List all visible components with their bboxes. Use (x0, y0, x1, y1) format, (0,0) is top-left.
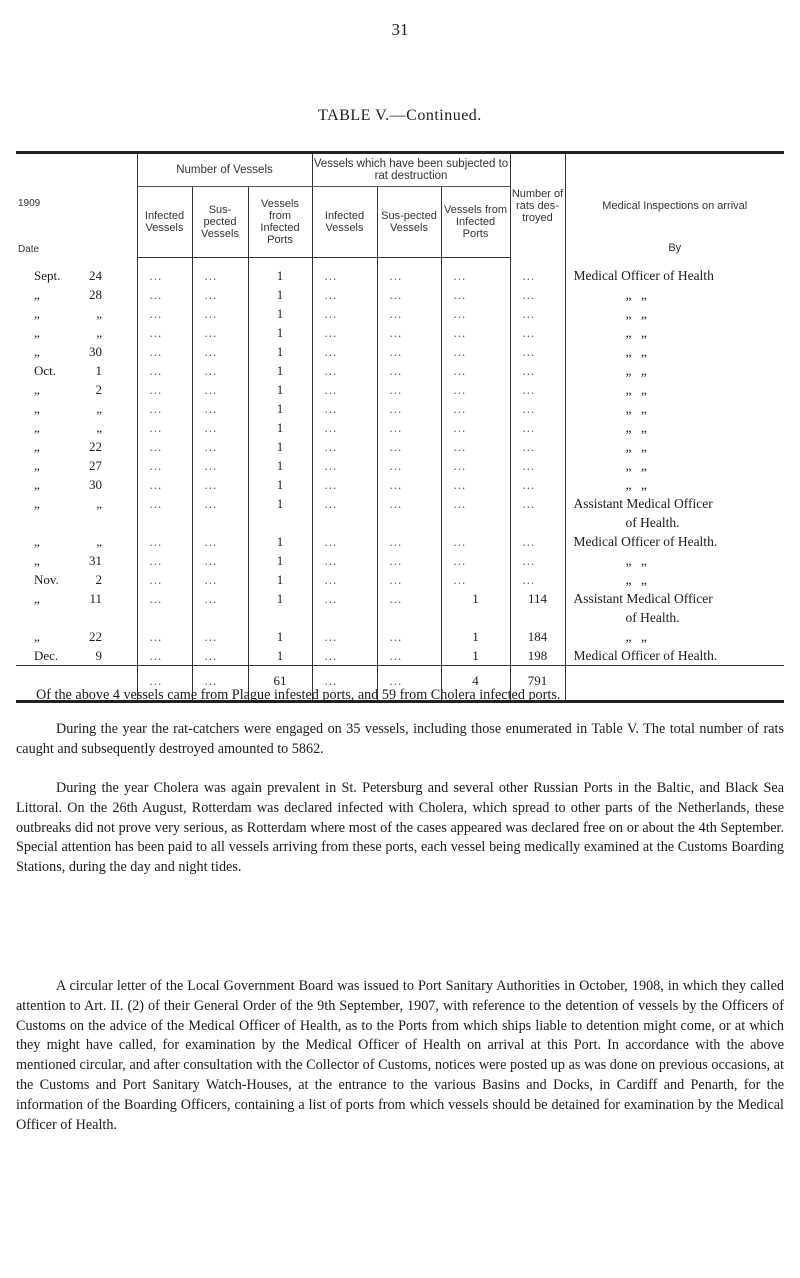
infected-vessels-cell: ... (137, 475, 192, 494)
date-cell (16, 532, 137, 551)
day: „ (96, 306, 102, 321)
day: 22 (89, 629, 102, 644)
empty-cell (377, 513, 441, 532)
rat-vessels-from-infected-ports-cell: ... (441, 551, 510, 570)
rat-suspected-vessels-cell: ... (377, 399, 441, 418)
month: „ (34, 553, 40, 568)
rat-vessels-from-infected-ports-header: Vessels from Infected Ports (441, 187, 510, 258)
empty-cell (510, 608, 565, 627)
rat-suspected-vessels-cell: ... (377, 532, 441, 551)
suspected-vessels-cell: ... (192, 627, 248, 646)
month: „ (34, 534, 40, 549)
medical-inspections-label: Medical Inspections on arrival (602, 199, 748, 212)
spacer-cell (312, 258, 377, 267)
day: 2 (95, 382, 102, 397)
rats-destroyed-cell: ... (510, 418, 565, 437)
table-row (16, 361, 784, 380)
date-cell (16, 627, 137, 646)
infected-vessels-cell: ... (137, 551, 192, 570)
rat-vessels-from-infected-ports-cell: ... (441, 342, 510, 361)
day: 28 (89, 287, 102, 302)
date-column-header (16, 153, 137, 258)
month: „ (34, 382, 40, 397)
infected-vessels-cell: ... (137, 570, 192, 589)
rat-suspected-vessels-cell: ... (377, 361, 441, 380)
vessels-from-infected-ports-cell: 1 (248, 342, 312, 361)
suspected-vessels-cell: ... (192, 551, 248, 570)
total-rat-vessels-from-infected-ports: 4 (441, 666, 510, 702)
rat-suspected-vessels-cell: ... (377, 342, 441, 361)
rat-infected-vessels-cell: ... (312, 570, 377, 589)
rat-infected-vessels-cell: ... (312, 589, 377, 608)
infected-vessels-cell: ... (137, 532, 192, 551)
suspected-vessels-cell: ... (192, 380, 248, 399)
rats-destroyed-cell: ... (510, 323, 565, 342)
day: „ (96, 534, 102, 549)
infected-vessels-cell: ... (137, 285, 192, 304)
inspection-continuation-cell: of Health. (565, 513, 784, 532)
date-cell (16, 342, 137, 361)
suspected-vessels-cell: ... (192, 475, 248, 494)
table-row (16, 532, 784, 551)
rats-destroyed-cell: ... (510, 532, 565, 551)
month: Nov. (34, 572, 59, 587)
table-body (16, 258, 784, 702)
rat-vessels-from-infected-ports-cell: ... (441, 494, 510, 513)
table-row-continuation (16, 608, 784, 627)
vessels-from-infected-ports-header: Vessels from Infected Ports (248, 187, 312, 258)
total-rat-infected-vessels: ... (312, 666, 377, 702)
rat-vessels-from-infected-ports-cell: ... (441, 532, 510, 551)
infected-vessels-cell: ... (137, 456, 192, 475)
rat-infected-vessels-cell: ... (312, 532, 377, 551)
rat-infected-vessels-cell: ... (312, 494, 377, 513)
inspection-cell: „ „ (565, 342, 784, 361)
suspected-vessels-cell: ... (192, 589, 248, 608)
inspection-cell: Assistant Medical Officer (565, 494, 784, 513)
date-cell (16, 304, 137, 323)
vessels-from-infected-ports-cell: 1 (248, 570, 312, 589)
rat-suspected-vessels-cell: ... (377, 285, 441, 304)
rat-infected-vessels-cell: ... (312, 380, 377, 399)
table-row (16, 494, 784, 513)
month: „ (34, 344, 40, 359)
empty-cell (16, 608, 137, 627)
inspection-cell: „ „ (565, 323, 784, 342)
table-row (16, 646, 784, 666)
inspection-cell: „ „ (565, 627, 784, 646)
month: Sept. (34, 268, 61, 283)
date-cell (16, 589, 137, 608)
suspected-vessels-cell: ... (192, 285, 248, 304)
vessels-from-infected-ports-cell: 1 (248, 551, 312, 570)
vessels-from-infected-ports-cell: 1 (248, 361, 312, 380)
empty-cell (510, 513, 565, 532)
suspected-vessels-cell: ... (192, 437, 248, 456)
infected-vessels-cell: ... (137, 399, 192, 418)
day: 9 (95, 648, 102, 663)
vessels-from-infected-ports-cell: 1 (248, 399, 312, 418)
suspected-vessels-cell: ... (192, 399, 248, 418)
date-cell (16, 646, 137, 666)
inspection-cell: Medical Officer of Health (565, 266, 784, 285)
vessels-from-infected-ports-cell: 1 (248, 304, 312, 323)
inspection-cell: Assistant Medical Officer (565, 589, 784, 608)
rat-suspected-vessels-cell: ... (377, 266, 441, 285)
table-row (16, 627, 784, 646)
rat-infected-vessels-cell: ... (312, 266, 377, 285)
date-cell (16, 551, 137, 570)
table-row-continuation (16, 513, 784, 532)
day: 2 (95, 572, 102, 587)
suspected-vessels-cell: ... (192, 361, 248, 380)
vessels-from-infected-ports-cell: 1 (248, 475, 312, 494)
rat-suspected-vessels-cell: ... (377, 456, 441, 475)
vessels-from-infected-ports-cell: 1 (248, 323, 312, 342)
rats-destroyed-cell: ... (510, 570, 565, 589)
total-vessels-from-infected-ports: 61 (248, 666, 312, 702)
month: „ (34, 629, 40, 644)
date-cell (16, 399, 137, 418)
rats-destroyed-cell: ... (510, 380, 565, 399)
rat-vessels-from-infected-ports-cell: ... (441, 323, 510, 342)
table-row (16, 304, 784, 323)
table-row (16, 399, 784, 418)
date-cell (16, 475, 137, 494)
spacer-row (16, 258, 784, 267)
spacer-cell (16, 258, 137, 267)
table-row (16, 323, 784, 342)
infected-vessels-cell: ... (137, 646, 192, 666)
rats-destroyed-cell: ... (510, 456, 565, 475)
rat-vessels-from-infected-ports-cell: ... (441, 418, 510, 437)
total-rat-suspected-vessels: ... (377, 666, 441, 702)
rats-destroyed-cell: 198 (510, 646, 565, 666)
rat-destruction-header: Vessels which have been subjected to rat destruction (312, 153, 510, 187)
suspected-vessels-cell: ... (192, 304, 248, 323)
rat-infected-vessels-cell: ... (312, 342, 377, 361)
rats-destroyed-cell: 184 (510, 627, 565, 646)
rat-infected-vessels-cell: ... (312, 475, 377, 494)
rat-suspected-vessels-cell: ... (377, 323, 441, 342)
empty-cell (192, 608, 248, 627)
medical-inspections-header (565, 153, 784, 258)
date-cell (16, 323, 137, 342)
date-cell (16, 285, 137, 304)
paragraph-circular-letter: A circular letter of the Local Government Board was issued to Port Sanitary Authorities in October, 1908, in which they called attention to Art. II. (2) of their General Order of the 9th September, 1907, with reference to the detention of vessels by the Officers of Customs on the advice of the Medical Officer of Health, as to the Ports from which ships liable to detention might come, or at which they might have called, for examination by the Medical Officer of Health on arrival at this Port. In accordance with the above mentioned circular, and after consultation with the Collector of Customs, notices were posted up as was done on previous occasions, at the Customs and Port Sanitary Watch-Houses, at the entrance to the various Basins and Docks, in Cardiff and Penarth, for the information of the Boarding Officers, containing a list of ports from which vessels should be detained for examination by the Medical Officer of Health. (16, 978, 784, 1133)
inspection-cell: „ „ (565, 456, 784, 475)
date-cell (16, 266, 137, 285)
month: „ (34, 496, 40, 511)
inspection-cell: „ „ (565, 475, 784, 494)
rat-suspected-vessels-cell: ... (377, 475, 441, 494)
rat-suspected-vessels-cell: ... (377, 494, 441, 513)
paragraph-rat-catchers: During the year the rat-catchers were engaged on 35 vessels, including those enumerated in Table V. The total number of rats caught and subsequently destroyed amounted to 5862. (16, 721, 784, 757)
inspection-cell: Medical Officer of Health. (565, 532, 784, 551)
rat-infected-vessels-cell: ... (312, 627, 377, 646)
infected-vessels-cell: ... (137, 589, 192, 608)
date-label: Date (18, 243, 40, 255)
month: „ (34, 401, 40, 416)
suspected-vessels-header: Sus-pected Vessels (192, 187, 248, 258)
day: „ (96, 325, 102, 340)
inspection-cell: Medical Officer of Health. (565, 646, 784, 666)
vessels-from-infected-ports-cell: 1 (248, 418, 312, 437)
rat-suspected-vessels-cell: ... (377, 380, 441, 399)
number-of-vessels-header: Number of Vessels (137, 153, 312, 187)
rat-infected-vessels-cell: ... (312, 323, 377, 342)
date-cell (16, 361, 137, 380)
date-cell (16, 570, 137, 589)
month: Dec. (34, 648, 59, 663)
empty-cell (192, 513, 248, 532)
table-row (16, 266, 784, 285)
table-v (16, 151, 784, 703)
rat-infected-vessels-cell: ... (312, 418, 377, 437)
infected-vessels-cell: ... (137, 342, 192, 361)
day: 30 (89, 477, 102, 492)
table-row (16, 475, 784, 494)
empty-cell (137, 608, 192, 627)
vessels-from-infected-ports-cell: 1 (248, 285, 312, 304)
date-cell (16, 456, 137, 475)
rat-suspected-vessels-cell: ... (377, 418, 441, 437)
inspection-cell: „ „ (565, 570, 784, 589)
infected-vessels-cell: ... (137, 323, 192, 342)
rat-destruction-table (16, 151, 784, 703)
total-infected-vessels: ... (137, 666, 192, 702)
day: 11 (89, 591, 102, 606)
infected-vessels-cell: ... (137, 266, 192, 285)
vessels-from-infected-ports-cell: 1 (248, 456, 312, 475)
infected-vessels-header: Infected Vessels (137, 187, 192, 258)
day: 1 (95, 363, 102, 378)
rat-infected-vessels-cell: ... (312, 646, 377, 666)
rat-suspected-vessels-cell: ... (377, 589, 441, 608)
rat-vessels-from-infected-ports-cell: ... (441, 285, 510, 304)
rat-vessels-from-infected-ports-cell: ... (441, 475, 510, 494)
inspection-continuation-cell: of Health. (565, 608, 784, 627)
suspected-vessels-cell: ... (192, 418, 248, 437)
rat-infected-vessels-cell: ... (312, 304, 377, 323)
rat-suspected-vessels-cell: ... (377, 570, 441, 589)
rat-infected-vessels-cell: ... (312, 551, 377, 570)
infected-vessels-cell: ... (137, 627, 192, 646)
table-row (16, 285, 784, 304)
rat-suspected-vessels-cell: ... (377, 551, 441, 570)
month: „ (34, 439, 40, 454)
infected-vessels-cell: ... (137, 437, 192, 456)
spacer-cell (192, 258, 248, 267)
total-rats-destroyed: 791 (510, 666, 565, 702)
rat-vessels-from-infected-ports-cell: ... (441, 380, 510, 399)
rat-infected-vessels-cell: ... (312, 361, 377, 380)
rat-vessels-from-infected-ports-cell: 1 (441, 646, 510, 666)
table-row (16, 437, 784, 456)
rat-vessels-from-infected-ports-cell: ... (441, 399, 510, 418)
suspected-vessels-cell: ... (192, 646, 248, 666)
rat-suspected-vessels-cell: ... (377, 646, 441, 666)
infected-vessels-cell: ... (137, 361, 192, 380)
month: „ (34, 325, 40, 340)
rat-vessels-from-infected-ports-cell: ... (441, 570, 510, 589)
inspection-cell: „ „ (565, 285, 784, 304)
suspected-vessels-cell: ... (192, 570, 248, 589)
day: „ (96, 496, 102, 511)
suspected-vessels-cell: ... (192, 342, 248, 361)
inspection-cell: „ „ (565, 399, 784, 418)
date-cell (16, 418, 137, 437)
inspection-cell: „ „ (565, 380, 784, 399)
month: „ (34, 458, 40, 473)
rat-vessels-from-infected-ports-cell: 1 (441, 589, 510, 608)
infected-vessels-cell: ... (137, 380, 192, 399)
day: „ (96, 401, 102, 416)
vessels-from-infected-ports-cell: 1 (248, 380, 312, 399)
rats-destroyed-header: Number of rats des-troyed (510, 153, 565, 258)
paragraph-cholera-prevalence: During the year Cholera was again prevalent in St. Petersburg and several other Russian Ports in the Baltic, and Black Sea Littoral. On the 26th August, Rotterdam was declared infected with Cholera, which spread to other parts of the Netherlands, these outbreaks did not prove very serious, as Rotterdam where most of the cases appeared was declared free on or about the 4th September. Special attention has been paid to all vessels arriving from these ports, each vessel being medically examined at the Customs Boarding Stations, during the day and night tides. (16, 780, 784, 876)
total-suspected-vessels: ... (192, 666, 248, 702)
empty-cell (248, 608, 312, 627)
inspection-cell: „ „ (565, 418, 784, 437)
vessels-from-infected-ports-cell: 1 (248, 437, 312, 456)
rat-vessels-from-infected-ports-cell: ... (441, 304, 510, 323)
empty-cell (441, 513, 510, 532)
suspected-vessels-cell: ... (192, 532, 248, 551)
rat-infected-vessels-cell: ... (312, 285, 377, 304)
table-title: TABLE V.—Continued. (318, 107, 482, 124)
empty-cell (16, 513, 137, 532)
spacer-cell (565, 258, 784, 267)
rats-destroyed-cell: ... (510, 475, 565, 494)
spacer-cell (248, 258, 312, 267)
rat-vessels-from-infected-ports-cell: ... (441, 266, 510, 285)
rats-destroyed-cell: ... (510, 342, 565, 361)
rats-destroyed-cell: ... (510, 437, 565, 456)
date-cell (16, 380, 137, 399)
vessels-from-infected-ports-cell: 1 (248, 646, 312, 666)
rat-suspected-vessels-header: Sus-pected Vessels (377, 187, 441, 258)
infected-vessels-cell: ... (137, 494, 192, 513)
day: 27 (89, 458, 102, 473)
infected-vessels-cell: ... (137, 304, 192, 323)
inspection-cell: „ „ (565, 304, 784, 323)
page-number: 31 (391, 20, 409, 39)
day: „ (96, 420, 102, 435)
month: „ (34, 287, 40, 302)
by-label: By (668, 241, 682, 254)
day: 24 (89, 268, 102, 283)
vessels-from-infected-ports-cell: 1 (248, 532, 312, 551)
rat-infected-vessels-cell: ... (312, 437, 377, 456)
table-row (16, 551, 784, 570)
paragraph-plague-cholera: Of the above 4 vessels came from Plague infested ports, and 59 from Cholera infected ports. (36, 687, 561, 703)
month: „ (34, 420, 40, 435)
rats-destroyed-cell: ... (510, 285, 565, 304)
rat-infected-vessels-cell: ... (312, 399, 377, 418)
suspected-vessels-cell: ... (192, 323, 248, 342)
rats-destroyed-cell: ... (510, 551, 565, 570)
empty-cell (312, 513, 377, 532)
rat-suspected-vessels-cell: ... (377, 304, 441, 323)
infected-vessels-cell: ... (137, 418, 192, 437)
spacer-cell (137, 258, 192, 267)
table-row (16, 456, 784, 475)
table-row (16, 570, 784, 589)
spacer-cell (441, 258, 510, 267)
rat-infected-vessels-cell: ... (312, 456, 377, 475)
rat-suspected-vessels-cell: ... (377, 437, 441, 456)
month: „ (34, 591, 40, 606)
rat-suspected-vessels-cell: ... (377, 627, 441, 646)
day: 30 (89, 344, 102, 359)
suspected-vessels-cell: ... (192, 456, 248, 475)
rats-destroyed-cell: ... (510, 361, 565, 380)
rats-destroyed-cell: ... (510, 304, 565, 323)
vessels-from-infected-ports-cell: 1 (248, 589, 312, 608)
day: 22 (89, 439, 102, 454)
rats-destroyed-cell: ... (510, 266, 565, 285)
rat-infected-vessels-header: Infected Vessels (312, 187, 377, 258)
empty-cell (377, 608, 441, 627)
empty-cell (248, 513, 312, 532)
year-label: 1909 (18, 198, 41, 209)
month: Oct. (34, 363, 57, 378)
rat-vessels-from-infected-ports-cell: ... (441, 456, 510, 475)
inspection-cell: „ „ (565, 551, 784, 570)
empty-cell (137, 513, 192, 532)
date-cell (16, 437, 137, 456)
day: 31 (89, 553, 102, 568)
rat-vessels-from-infected-ports-cell: ... (441, 437, 510, 456)
rats-destroyed-cell: 114 (510, 589, 565, 608)
empty-cell (312, 608, 377, 627)
month: „ (34, 306, 40, 321)
spacer-cell (510, 258, 565, 267)
rat-vessels-from-infected-ports-cell: 1 (441, 627, 510, 646)
inspection-cell: „ „ (565, 361, 784, 380)
date-cell (16, 494, 137, 513)
rat-vessels-from-infected-ports-cell: ... (441, 361, 510, 380)
vessels-from-infected-ports-cell: 1 (248, 494, 312, 513)
rats-destroyed-cell: ... (510, 399, 565, 418)
table-row (16, 380, 784, 399)
suspected-vessels-cell: ... (192, 494, 248, 513)
table-row (16, 342, 784, 361)
suspected-vessels-cell: ... (192, 266, 248, 285)
vessels-from-infected-ports-cell: 1 (248, 627, 312, 646)
rats-destroyed-cell: ... (510, 494, 565, 513)
empty-cell (441, 608, 510, 627)
table-row (16, 589, 784, 608)
inspection-cell: „ „ (565, 437, 784, 456)
spacer-cell (377, 258, 441, 267)
table-row (16, 418, 784, 437)
vessels-from-infected-ports-cell: 1 (248, 266, 312, 285)
month: „ (34, 477, 40, 492)
